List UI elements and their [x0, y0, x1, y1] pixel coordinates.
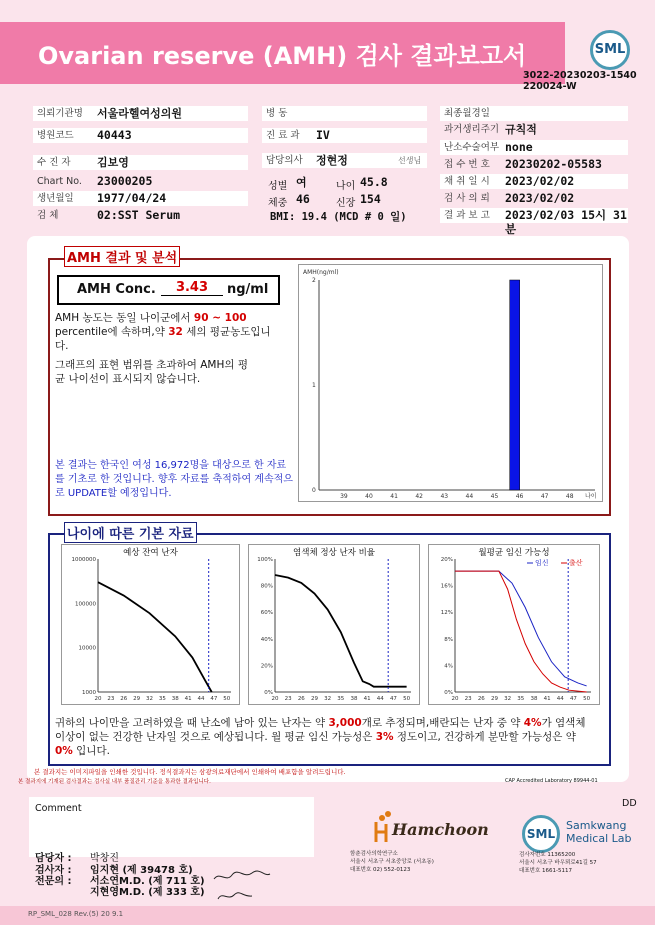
amh-chart [298, 264, 603, 502]
y-tick-label: 20% [440, 557, 453, 563]
x-tick-label: 23 [464, 696, 472, 702]
footer-note-2: 본 결과지에 기재된 검사결과는 검사실 내부 품질관리 기준을 통과한 결과입니다. [18, 779, 211, 785]
x-tick-label: 44 [465, 493, 474, 500]
y-tick-label: 1 [312, 382, 316, 389]
x-tick-label: 41 [363, 696, 371, 702]
report-value: 2023/02/03 15시 31분 [505, 208, 627, 236]
specimen-label: 검 체 [37, 210, 59, 221]
x-tick-label: 48 [565, 493, 574, 500]
doctor-label: 담당의사 [262, 153, 427, 168]
lmp-label: 최종월경일 [440, 106, 628, 121]
doctor-value: 정현정 [316, 154, 348, 167]
ovsurg-value: none [505, 140, 533, 154]
amh-conc-label: AMH Conc. [77, 282, 156, 297]
x-tick-label: 35 [517, 696, 525, 702]
chart-label: Chart No. [37, 176, 82, 187]
comment-label: Comment [35, 803, 82, 814]
series-line [455, 571, 587, 692]
pregnancy-chart-svg [429, 545, 599, 704]
hospital-label: 의뢰기관명 [33, 106, 248, 121]
bmi-value: BMI: 19.4 (MCD # 0 일) [270, 211, 407, 223]
x-tick-label: 43 [440, 493, 449, 500]
receipt-label: 접 수 번 호 [444, 159, 490, 170]
code-label: 병원코드 [33, 128, 248, 143]
x-tick-label: 29 [310, 696, 318, 702]
tester-value: 임지현 (제 39478 호) [90, 865, 193, 876]
x-tick-label: 29 [490, 696, 498, 702]
x-tick-label: 47 [210, 696, 218, 702]
x-tick-label: 23 [284, 696, 292, 702]
eggs-chart [61, 544, 240, 705]
patient-value: 김보영 [97, 156, 129, 169]
collect-label: 채 취 일 시 [440, 174, 628, 189]
amh-conc-box [57, 275, 280, 305]
eggs-chart-svg [62, 545, 239, 704]
legend-label: 임신 [535, 559, 549, 567]
x-tick-label: 44 [376, 696, 384, 702]
normal-ratio-chart-svg [249, 545, 419, 704]
cycle-label: 과거생리주기 [444, 124, 500, 135]
y-axis-label: AMH(ng/ml) [303, 269, 339, 276]
x-tick-label: 20 [94, 696, 102, 702]
signature-image [212, 865, 272, 905]
x-tick-label: 38 [530, 696, 538, 702]
test-label: 검 사 의 뢰 [444, 193, 490, 204]
report-label: 결 과 보 고 [440, 208, 628, 223]
ovsurg-label: 난소수술여부 [440, 140, 628, 155]
x-tick-label: 26 [297, 696, 305, 702]
test-value: 2023/02/02 [505, 191, 575, 205]
staff-value: 박창진 [90, 853, 119, 864]
y-tick-label: 20% [260, 663, 273, 670]
x-tick-label: 32 [145, 696, 153, 702]
amh-note: 본 결과는 한국인 여성 16,972명을 대상으로 한 자료를 기초로 한 것입니다. 향후 자료를 축적하여 계속적으로 UPDATE할 예정입니다. [55, 460, 293, 499]
dept-label: 진 료 과 [262, 128, 427, 143]
y-tick-label: 80% [260, 583, 273, 590]
height-value: 154 [360, 192, 381, 206]
amh-description-1: AMH 농도는 동일 나이군에서 90 ~ 100 percentile에 속하며,약 32 세의 평균농도입니다. [55, 312, 271, 352]
patient-label: 수 진 자 [33, 155, 248, 170]
x-tick-label: 44 [197, 696, 205, 702]
footer-note-1: 본 결과지는 이미지파일을 인쇄한 것입니다. 정식결과지는 삼광의료재단에서 인쇄하여 배포함을 알려드립니다. [34, 768, 346, 776]
y-tick-label: 16% [440, 583, 453, 590]
amh-chart-svg [299, 265, 602, 501]
cycle-value: 규칙적 [505, 123, 537, 136]
x-tick-label: 47 [569, 696, 577, 702]
x-tick-label: 47 [389, 696, 397, 702]
amh-section-title: AMH 결과 및 분석 [64, 246, 180, 267]
sml-footer-name: Samkwang Medical Lab [566, 819, 632, 845]
x-tick-label: 26 [477, 696, 485, 702]
age-label: 나이 [336, 181, 356, 192]
x-tick-label: 26 [120, 696, 128, 702]
code-value: 40443 [97, 128, 132, 142]
x-tick-label: 29 [133, 696, 141, 702]
hamchoon-address: 함춘검사의학연구소 서울시 서초구 서초중앙로 (서초동) 대표번호 02) 552-0123 [350, 851, 434, 873]
weight-label: 체중 [268, 198, 288, 209]
weight-value: 46 [296, 192, 310, 206]
x-tick-label: 35 [337, 696, 345, 702]
x-tick-label: 44 [556, 696, 564, 702]
x-axis-label: 나이 [585, 493, 597, 500]
series-line [455, 571, 587, 686]
report-number: 3022-20230203-1540 220024-W [523, 70, 637, 92]
x-tick-label: 47 [540, 493, 549, 500]
specialist-label: 전문의 : [35, 876, 72, 887]
y-tick-label: 1000000 [71, 557, 96, 563]
y-tick-label: 0% [264, 690, 273, 696]
sex-value: 여 [296, 176, 307, 189]
series-line [98, 582, 212, 692]
y-tick-label: 10000 [78, 645, 96, 652]
x-tick-label: 46 [515, 493, 524, 500]
basic-summary: 귀하의 나이만을 고려하였을 때 난소에 남아 있는 난자는 약 3,000개로 추정되며,배란되는 난자 중 약 4%가 염색체 이상이 없는 건강한 난자일 것으로 예상됩니다. 월 평균 임신 가능성은 3% 정도이고, 건강하게 분만할 가능성은 약 0% 입니다. [55, 717, 586, 757]
dd-mark: DD [622, 798, 637, 809]
specialist-1: 서소연M.D. (제 711 호) [90, 876, 205, 887]
hamchoon-name: Hamchoon [392, 820, 489, 839]
x-tick-label: 35 [158, 696, 166, 702]
ward-label: 병 동 [262, 106, 427, 121]
y-tick-label: 60% [260, 610, 273, 617]
y-tick-label: 4% [444, 663, 453, 670]
collect-value: 2023/02/02 [505, 174, 575, 188]
age-value: 45.8 [360, 175, 388, 189]
chart-title: 염색체 정상 난자 비율 [292, 548, 376, 558]
receipt-value: 20230202-05583 [505, 157, 602, 171]
x-tick-label: 20 [451, 696, 459, 702]
doctor-suffix: 선생님 [398, 156, 422, 165]
dept-value: IV [316, 128, 330, 142]
normal-ratio-chart [248, 544, 420, 705]
x-tick-label: 42 [415, 493, 424, 500]
tester-label: 검사자 : [35, 865, 72, 876]
x-tick-label: 40 [365, 493, 373, 500]
basic-data-section-title: 나이에 따른 기본 자료 [64, 522, 197, 543]
x-tick-label: 38 [171, 696, 179, 702]
y-tick-label: 0 [312, 487, 316, 494]
chart-title: 예상 잔여 난자 [123, 548, 178, 558]
x-tick-label: 50 [403, 696, 411, 702]
specialist-2: 지현영M.D. (제 333 호) [90, 887, 205, 898]
y-tick-label: 8% [444, 636, 453, 643]
specimen-value: 02:SST Serum [97, 208, 181, 222]
y-tick-label: 2 [312, 277, 316, 284]
sml-footer-logo: SML [522, 815, 560, 853]
amh-description-2: 그래프의 표현 범위를 초과하여 AMH의 평균 나이선이 표시되지 않습니다. [55, 359, 248, 385]
x-tick-label: 23 [107, 696, 115, 702]
x-tick-label: 39 [340, 493, 348, 500]
birth-value: 1977/04/24 [97, 191, 167, 205]
x-tick-label: 32 [504, 696, 512, 702]
x-tick-label: 41 [543, 696, 551, 702]
sml-logo: SML [590, 30, 630, 70]
x-tick-label: 41 [184, 696, 192, 702]
sex-label: 성별 [268, 181, 288, 192]
sml-address: 검사자번호 11365200 서울시 서초구 바우뫼로41길 57 대표번호 1661-5117 [519, 852, 597, 874]
x-tick-label: 41 [390, 493, 398, 500]
y-tick-label: 0% [444, 690, 453, 696]
chart-title: 월평균 임신 가능성 [478, 548, 550, 558]
series-line [275, 575, 407, 687]
x-tick-label: 38 [350, 696, 358, 702]
x-tick-label: 50 [223, 696, 231, 702]
x-tick-label: 32 [324, 696, 332, 702]
x-tick-label: 50 [583, 696, 591, 702]
chart-value: 23000205 [97, 174, 153, 188]
pregnancy-chart [428, 544, 600, 705]
y-tick-label: 40% [260, 636, 273, 643]
birth-label: 생년월일 [33, 191, 248, 206]
y-tick-label: 100000 [75, 601, 96, 608]
report-title: Ovarian reserve (AMH) 검사 결과보고서 [38, 42, 527, 70]
legend-label: 출산 [569, 559, 583, 567]
cap-note: CAP Accredited Laboratory 89944-01 [505, 778, 598, 784]
y-tick-label: 100% [257, 557, 273, 563]
staff-label: 담당자 : [35, 853, 72, 864]
amh-conc-unit: ng/ml [227, 282, 269, 297]
form-number: RP_SML_028 Rev.(5) 20 9.1 [28, 910, 124, 918]
y-tick-label: 1000 [82, 690, 96, 696]
comment-box [29, 797, 314, 857]
x-tick-label: 45 [490, 493, 499, 500]
y-tick-label: 12% [440, 610, 453, 617]
height-label: 신장 [336, 198, 356, 209]
hospital-value: 서울라헬여성의원 [97, 107, 183, 120]
amh-bar [510, 280, 520, 490]
x-tick-label: 20 [271, 696, 279, 702]
amh-conc-value: 3.43 [161, 280, 223, 296]
